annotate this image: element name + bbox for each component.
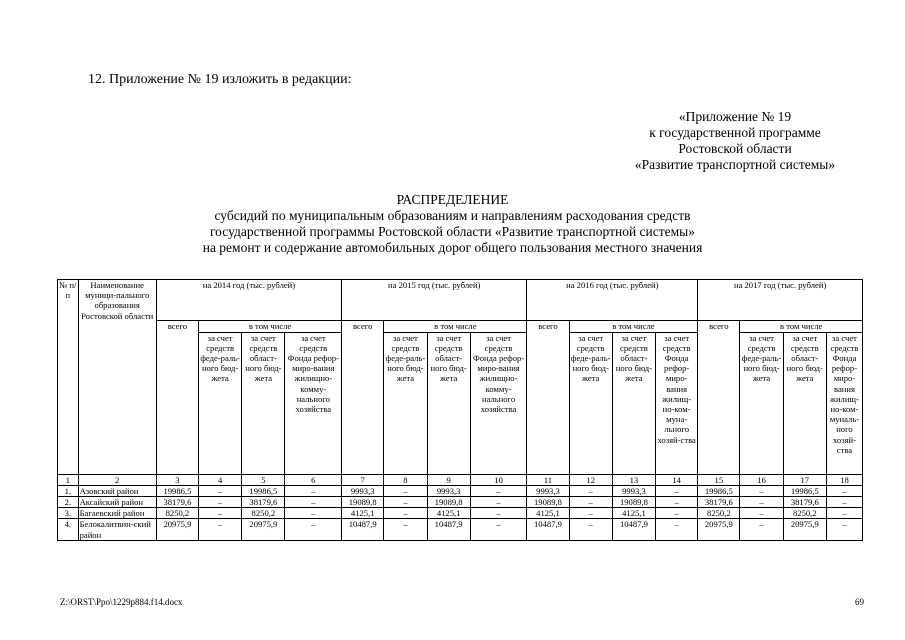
header-row-split [58, 321, 863, 332]
col-num: 12 [569, 474, 612, 485]
cell-district: Багаевский район [78, 508, 156, 519]
intro-text: 12. Приложение № 19 изложить в редакции: [88, 72, 352, 87]
col-num: 7 [342, 474, 384, 485]
appendix-line: Ростовской области [678, 141, 792, 156]
cell: 10487,9 [427, 519, 470, 540]
cell-district: Аксайский район [78, 496, 156, 507]
cell: 8250,2 [156, 508, 198, 519]
cell: – [569, 519, 612, 540]
cell: 8250,2 [698, 508, 740, 519]
col-num: 1 [58, 474, 79, 485]
cell: 9993,3 [342, 485, 384, 496]
cell: 19089,8 [427, 496, 470, 507]
cell: – [656, 496, 698, 507]
cell: 19986,5 [156, 485, 198, 496]
cell: 10487,9 [342, 519, 384, 540]
header-total: всего [527, 321, 569, 332]
header-total: всего [342, 321, 384, 332]
cell: 38179,6 [242, 496, 285, 507]
header-federal: за счет средств феде-раль-ного бюд-жета [569, 332, 612, 474]
cell: – [470, 519, 527, 540]
table-row [58, 496, 863, 507]
col-num: 14 [656, 474, 698, 485]
cell: – [740, 485, 783, 496]
cell: – [470, 496, 527, 507]
cell: 1. [58, 485, 79, 496]
header-regional: за счет средств област-ного бюд-жета [783, 332, 826, 474]
cell: – [470, 508, 527, 519]
header-fund: за счет средств Фонда рефор-миро-вания жилищно-комму-нального хозяйства [470, 332, 527, 474]
table-row [58, 485, 863, 496]
cell: – [285, 496, 342, 507]
col-num: 18 [826, 474, 862, 485]
cell: 19089,8 [342, 496, 384, 507]
title-line: РАСПРЕДЕЛЕНИЕ [396, 192, 509, 207]
cell: – [285, 519, 342, 540]
cell: 8250,2 [783, 508, 826, 519]
cell: 19089,8 [527, 496, 569, 507]
header-total: всего [698, 321, 740, 332]
subsidy-table [57, 279, 863, 541]
cell: – [384, 485, 427, 496]
cell: 38179,6 [698, 496, 740, 507]
cell: 9993,3 [427, 485, 470, 496]
cell: – [740, 508, 783, 519]
col-num: 17 [783, 474, 826, 485]
cell: 8250,2 [242, 508, 285, 519]
cell: 4125,1 [342, 508, 384, 519]
header-fund: за счет средств Фонда рефор-миро-вания жилищно-комму-нального хозяйства [285, 332, 342, 474]
cell: 10487,9 [527, 519, 569, 540]
header-row-years [58, 280, 863, 321]
header-fund: за счет средств Фонда рефор-миро-вания жилищ-но-ком-муналь-ного хозяй-ства [826, 332, 862, 474]
cell: 19986,5 [783, 485, 826, 496]
header-regional: за счет средств област-ного бюд-жета [242, 332, 285, 474]
header-year: на 2015 год (тыс. рублей) [342, 280, 527, 321]
col-num: 10 [470, 474, 527, 485]
cell: 20975,9 [783, 519, 826, 540]
cell: 2. [58, 496, 79, 507]
header-name: Наименование муници-пального образования Ростовской области [78, 280, 156, 321]
cell: 19089,8 [612, 496, 655, 507]
cell: 4125,1 [527, 508, 569, 519]
table-row [58, 508, 863, 519]
cell: 3. [58, 508, 79, 519]
footer-file-path: Z:\ORST\Ppo\1229p884.f14.docx [60, 597, 183, 607]
cell: – [199, 496, 242, 507]
col-num: 13 [612, 474, 655, 485]
col-num: 15 [698, 474, 740, 485]
cell: 20975,9 [242, 519, 285, 540]
cell: 20975,9 [698, 519, 740, 540]
cell: 4125,1 [612, 508, 655, 519]
header-total: всего [156, 321, 198, 332]
cell: – [826, 496, 862, 507]
cell: – [826, 508, 862, 519]
header-incl: в том числе [740, 321, 863, 332]
cell: 38179,6 [156, 496, 198, 507]
cell: – [740, 519, 783, 540]
col-num: 6 [285, 474, 342, 485]
header-incl: в том числе [569, 321, 698, 332]
column-number-row [58, 474, 863, 485]
header-federal: за счет средств феде-раль-ного бюд-жета [384, 332, 427, 474]
appendix-line: к государственной программе [649, 125, 821, 140]
cell: – [384, 496, 427, 507]
cell: 10487,9 [612, 519, 655, 540]
title-line: на ремонт и содержание автомобильных дорог общего пользования местного значения [202, 240, 703, 255]
col-num: 3 [156, 474, 198, 485]
col-num: 5 [242, 474, 285, 485]
cell: 38179,6 [783, 496, 826, 507]
cell: – [569, 485, 612, 496]
header-year: на 2014 год (тыс. рублей) [156, 280, 341, 321]
cell: 19986,5 [698, 485, 740, 496]
footer-page-number: 69 [855, 597, 864, 607]
header-fund: за счет средств Фонда рефор-миро-вания жилищ-но-ком-муна-льного хозяй-ства [656, 332, 698, 474]
cell: 4. [58, 519, 79, 540]
col-num: 4 [199, 474, 242, 485]
header-federal: за счет средств феде-раль-ного бюд-жета [199, 332, 242, 474]
cell: – [199, 519, 242, 540]
cell: – [384, 519, 427, 540]
cell: – [656, 508, 698, 519]
title-line: субсидий по муниципальным образованиям и направлениям расходования средств [214, 208, 691, 223]
cell: – [285, 485, 342, 496]
col-num: 2 [78, 474, 156, 485]
col-num: 11 [527, 474, 569, 485]
cell: – [199, 508, 242, 519]
header-regional: за счет средств област-ного бюд-жета [612, 332, 655, 474]
cell: – [656, 519, 698, 540]
cell: – [384, 508, 427, 519]
cell: – [656, 485, 698, 496]
cell: – [569, 508, 612, 519]
title-line: государственной программы Ростовской области «Развитие транспортной системы» [209, 224, 696, 239]
header-year: на 2016 год (тыс. рублей) [527, 280, 698, 321]
cell: – [285, 508, 342, 519]
cell: 9993,3 [527, 485, 569, 496]
header-incl: в том числе [384, 321, 527, 332]
cell-district: Азовский район [78, 485, 156, 496]
cell: – [740, 496, 783, 507]
header-federal: за счет средств феде-раль-ного бюд-жета [740, 332, 783, 474]
cell: 19986,5 [242, 485, 285, 496]
header-year: на 2017 год (тыс. рублей) [698, 280, 863, 321]
cell: – [826, 485, 862, 496]
appendix-header [605, 109, 865, 173]
header-incl: в том числе [199, 321, 342, 332]
cell: – [826, 519, 862, 540]
col-num: 9 [427, 474, 470, 485]
header-regional: за счет средств област-ного бюд-жета [427, 332, 470, 474]
col-num: 8 [384, 474, 427, 485]
table-row [58, 519, 863, 540]
col-num: 16 [740, 474, 783, 485]
cell: 20975,9 [156, 519, 198, 540]
header-row-sources [58, 332, 863, 474]
cell: 9993,3 [612, 485, 655, 496]
header-num: № п/п [58, 280, 79, 321]
cell-district: Белокалитвин-ский район [78, 519, 156, 540]
cell: – [470, 485, 527, 496]
cell: – [199, 485, 242, 496]
cell: 4125,1 [427, 508, 470, 519]
document-title [0, 192, 905, 256]
cell: – [569, 496, 612, 507]
appendix-line: «Развитие транспортной системы» [634, 157, 836, 172]
appendix-line: «Приложение № 19 [678, 109, 792, 124]
